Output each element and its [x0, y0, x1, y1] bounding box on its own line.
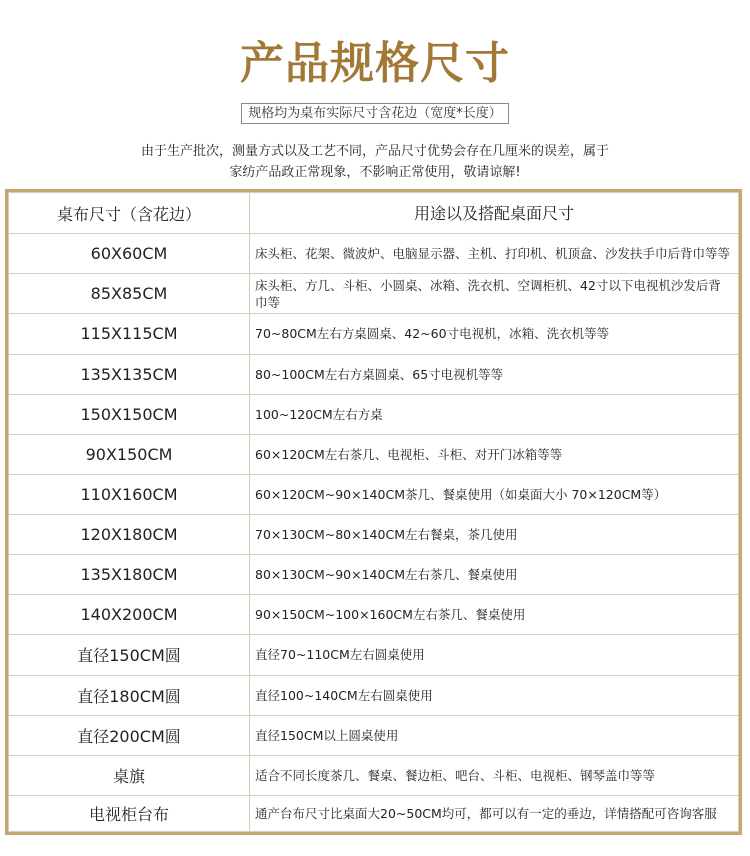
table-row [9, 755, 739, 795]
table-row [9, 474, 739, 514]
row-size-cell: 直径180CM圆 [9, 675, 250, 715]
table-header-row [9, 193, 739, 234]
header-size: 桌布尺寸（含花边） [9, 193, 250, 234]
row-usage-cell: 直径100~140CM左右圆桌使用 [250, 675, 739, 715]
subtitle-container [0, 102, 750, 124]
disclaimer-line-2: 家纺产品政正常现象，不影响正常使用，敬请谅解! [229, 165, 521, 180]
row-usage-cell: 100~120CM左右方桌 [250, 394, 739, 434]
row-size-cell: 110X160CM [9, 474, 250, 514]
row-usage-cell: 适合不同长度茶几、餐桌、餐边柜、吧台、斗柜、电视柜、钢琴盖巾等等 [250, 755, 739, 795]
row-size-cell: 85X85CM [9, 274, 250, 314]
row-size-cell: 直径150CM圆 [9, 635, 250, 675]
row-usage-cell: 通产台布尺寸比桌面大20~50CM均可，都可以有一定的垂边，详情搭配可咨询客服 [250, 795, 739, 831]
row-usage-cell: 直径150CM以上圆桌使用 [250, 715, 739, 755]
row-usage-cell: 60×120CM左右茶几、电视柜、斗柜、对开门冰箱等等 [250, 434, 739, 474]
table-row [9, 595, 739, 635]
row-usage-cell: 70×130CM~80×140CM左右餐桌，茶几使用 [250, 515, 739, 555]
table-row [9, 675, 739, 715]
row-usage-cell: 床头柜、花架、微波炉、电脑显示器、主机、打印机、机顶盒、沙发扶手巾后背巾等等 [250, 234, 739, 274]
subtitle: 规格均为桌布实际尺寸含花边（宽度*长度） [241, 103, 509, 124]
row-usage-cell: 70~80CM左右方桌圆桌、42~60寸电视机，冰箱、洗衣机等等 [250, 314, 739, 354]
page-title: 产品规格尺寸 [240, 38, 510, 89]
table-row [9, 434, 739, 474]
row-size-cell: 90X150CM [9, 434, 250, 474]
size-table [8, 192, 739, 832]
table-row [9, 354, 739, 394]
table-row [9, 635, 739, 675]
row-usage-cell: 直径70~110CM左右圆桌使用 [250, 635, 739, 675]
row-usage-cell: 60×120CM~90×140CM茶几、餐桌使用（如桌面大小 70×120CM等） [250, 474, 739, 514]
table-row [9, 314, 739, 354]
table-row [9, 715, 739, 755]
row-size-cell: 115X115CM [9, 314, 250, 354]
row-size-cell: 135X135CM [9, 354, 250, 394]
row-usage-cell: 床头柜、方几、斗柜、小圆桌、冰箱、洗衣机、空调柜机、42寸以下电视机沙发后背巾等 [250, 274, 739, 314]
row-usage-cell: 80~100CM左右方桌圆桌、65寸电视机等等 [250, 354, 739, 394]
table-row [9, 515, 739, 555]
row-size-cell: 135X180CM [9, 555, 250, 595]
row-size-cell: 150X150CM [9, 394, 250, 434]
row-size-cell: 120X180CM [9, 515, 250, 555]
header-usage: 用途以及搭配桌面尺寸 [250, 193, 739, 234]
table-row [9, 394, 739, 434]
row-size-cell: 电视柜台布 [9, 795, 250, 831]
row-usage-cell: 90×150CM~100×160CM左右茶几、餐桌使用 [250, 595, 739, 635]
disclaimer-line-1: 由于生产批次，测量方式以及工艺不同，产品尺寸优势会存在几厘米的误差，属于 [140, 144, 609, 159]
row-size-cell: 60X60CM [9, 234, 250, 274]
table-row [9, 555, 739, 595]
row-size-cell: 直径200CM圆 [9, 715, 250, 755]
table-row [9, 234, 739, 274]
row-size-cell: 桌旗 [9, 755, 250, 795]
row-size-cell: 140X200CM [9, 595, 250, 635]
row-usage-cell: 80×130CM~90×140CM左右茶几、餐桌使用 [250, 555, 739, 595]
disclaimer-note [0, 141, 750, 183]
size-table-frame [5, 189, 742, 835]
table-row [9, 795, 739, 831]
table-row [9, 274, 739, 314]
